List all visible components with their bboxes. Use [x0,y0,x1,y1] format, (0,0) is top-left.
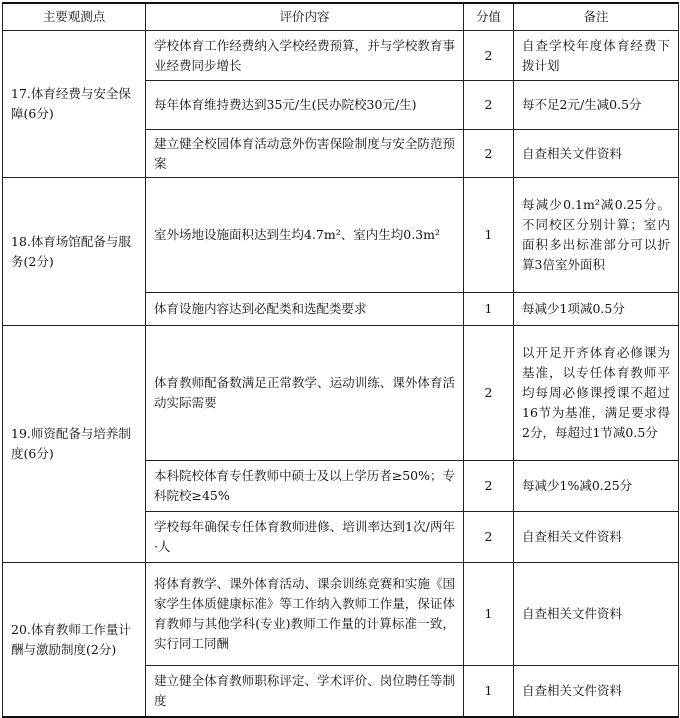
score-value: 2 [464,512,514,563]
observation-point-20: 20.体育教师工作量计酬与激励制度(2分) [3,563,146,718]
remark-text: 每减少1%减0.25分 [514,461,679,512]
table-row [3,178,679,293]
score-value: 2 [464,81,514,130]
remark-text: 以开足开齐体育必修课为基准，以专任体育教师平均每周必修课授课不超过16节为基准，满足要求得2分，每超过1节减0.5分 [514,326,679,461]
observation-point-18: 18.体育场馆配备与服务(2分) [3,178,146,326]
evaluation-content: 室外场地设施面积达到生均4.7m²、室内生均0.3m² [146,178,464,293]
score-value: 1 [464,178,514,293]
header-observation-point: 主要观测点 [3,3,146,31]
evaluation-table [2,2,679,718]
remark-text: 自查学校年度体育经费下拨计划 [514,31,679,81]
observation-point-19: 19.师资配备与培养制度(6分) [3,326,146,563]
remark-text: 自查相关文件资料 [514,563,679,666]
remark-text: 每不足2元/生减0.5分 [514,81,679,130]
evaluation-content: 将体育教学、课外体育活动、课余训练竞赛和实施《国家学生体质健康标准》等工作纳入教师工作量，保证体育教师与其他学科(专业)教师工作量的计算标准一致，实行同工同酬 [146,563,464,666]
evaluation-content: 建立健全体育教师职称评定、学术评价、岗位聘任等制度 [146,666,464,718]
table-row [3,563,679,666]
header-score: 分值 [464,3,514,31]
score-value: 1 [464,563,514,666]
score-value: 1 [464,293,514,326]
evaluation-content: 每年体育维持费达到35元/生(民办院校30元/生) [146,81,464,130]
score-value: 1 [464,666,514,718]
remark-text: 每减少1项减0.5分 [514,293,679,326]
table-row [3,31,679,81]
header-evaluation-content: 评价内容 [146,3,464,31]
score-value: 2 [464,31,514,81]
remark-text: 自查相关文件资料 [514,130,679,178]
remark-text: 每减少0.1m²减0.25分。不同校区分别计算；室内面积多出标准部分可以折算3倍室外面积 [514,178,679,293]
observation-point-17: 17.体育经费与安全保障(6分) [3,31,146,178]
remark-text: 自查相关文件资料 [514,666,679,718]
evaluation-content: 体育设施内容达到必配类和选配类要求 [146,293,464,326]
header-remarks: 备注 [514,3,679,31]
evaluation-content: 学校体育工作经费纳入学校经费预算，并与学校教育事业经费同步增长 [146,31,464,81]
score-value: 2 [464,130,514,178]
table-header-row [3,3,679,31]
evaluation-content: 学校每年确保专任体育教师进修、培训率达到1次/两年·人 [146,512,464,563]
score-value: 2 [464,326,514,461]
score-value: 2 [464,461,514,512]
evaluation-content: 建立健全校园体育活动意外伤害保险制度与安全防范预案 [146,130,464,178]
evaluation-content: 本科院校体育专任教师中硕士及以上学历者≥50%；专科院校≥45% [146,461,464,512]
remark-text: 自查相关文件资料 [514,512,679,563]
evaluation-content: 体育教师配备数满足正常教学、运动训练、课外体育活动实际需要 [146,326,464,461]
table-row [3,326,679,461]
